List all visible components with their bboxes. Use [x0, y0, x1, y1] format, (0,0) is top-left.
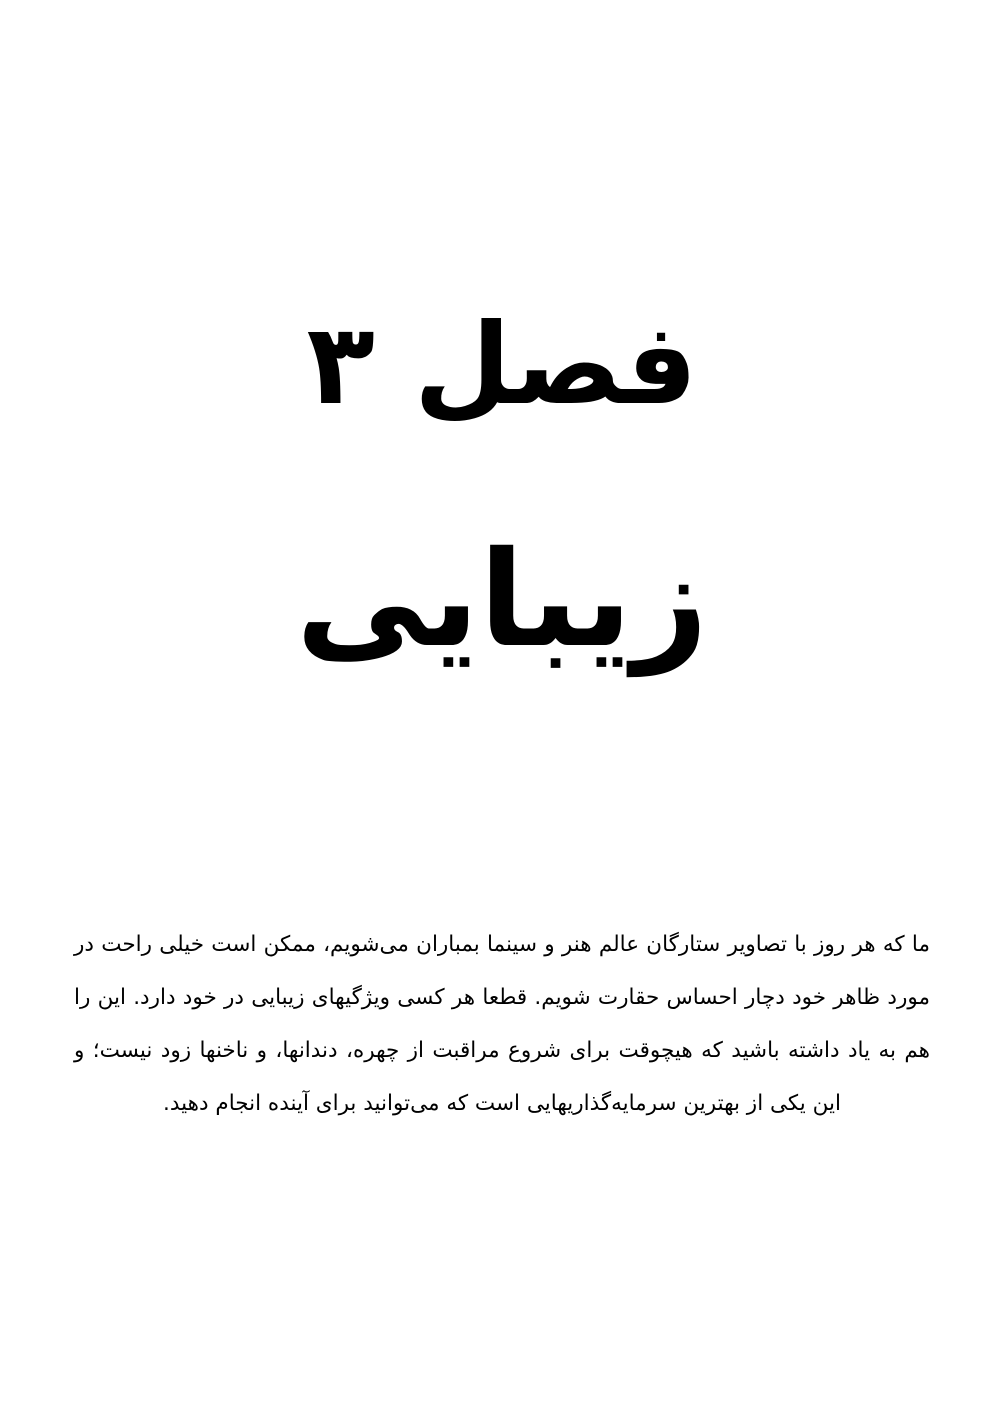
intro-paragraph: ما که هر روز با تصاویر ستارگان عالم هنر و سینما بمباران می‌شویم، ممکن است خیلی راحت در مورد ظاهر خود دچار احساس حقارت شویم. قطعا هر کسی ویژگیهای زیبایی در خود دارد. این را هم به یاد داشته باشید که هیچوقت برای شروع مراقبت از چهره، دندانها، و ناخنها زود نیست؛ و این یکی از بهترین سرمایه‌گذاریهایی است که می‌توانید برای آینده انجام دهید.: [74, 932, 930, 1116]
chapter-number-heading: فصل ۳: [306, 300, 698, 430]
chapter-title: زیبایی: [295, 523, 709, 677]
